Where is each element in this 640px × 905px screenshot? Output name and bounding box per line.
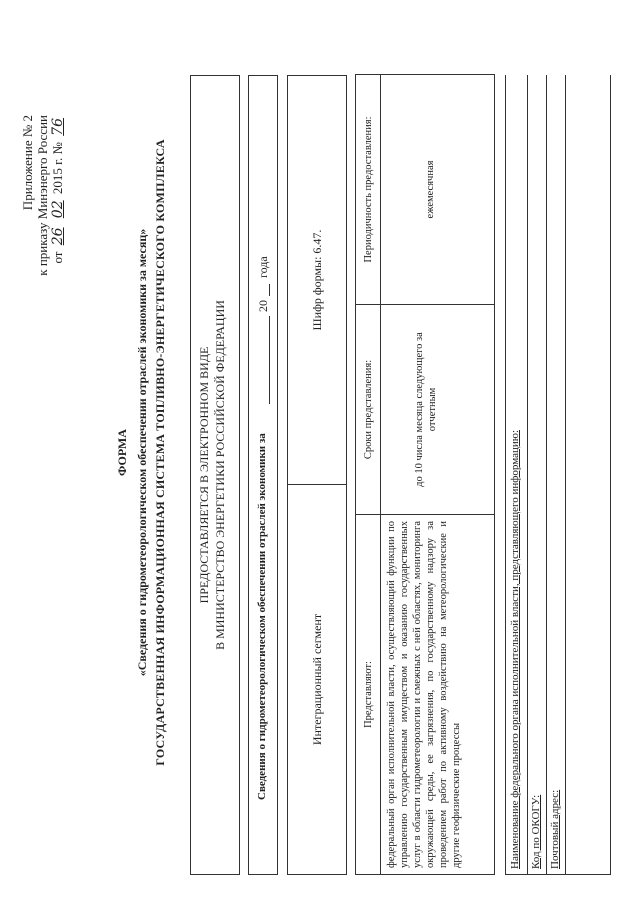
appendix-day: 26 — [50, 227, 66, 246]
appendix-from: от — [50, 251, 65, 264]
header-periodicity: Периодичность предоставления: — [356, 75, 381, 305]
year-suffix: года — [256, 256, 270, 278]
form-title: ФОРМА — [115, 429, 129, 476]
appendix-order-number: 76 — [50, 118, 66, 136]
electronic-line-1: ПРЕДОСТАВЛЯЕТСЯ В ЭЛЕКТРОННОМ ВИДЕ — [197, 346, 211, 604]
table-header-row — [356, 75, 381, 875]
bottom-divider-4 — [565, 75, 566, 875]
bottom-left-rule — [505, 874, 610, 875]
year-prefix: 20 — [256, 300, 270, 312]
header-submitters: Представляют: — [356, 515, 381, 875]
appendix-order-ref: к приказу Минэнерго России — [35, 115, 50, 276]
bottom-divider-5 — [610, 75, 611, 875]
deadline-cell: до 10 числа месяца следующего за отчетным — [381, 305, 495, 515]
header-deadline: Сроки представления: — [356, 305, 381, 515]
appendix-header — [20, 115, 66, 345]
appendix-date-line — [50, 115, 66, 345]
reporting-period-box — [248, 75, 278, 875]
bottom-divider-3 — [546, 75, 547, 875]
address-field: Почтовый адрес: — [549, 789, 561, 869]
year-blank-line — [269, 284, 270, 296]
month-blank-line — [269, 316, 270, 404]
periodicity-cell: ежемесячная — [381, 75, 495, 305]
appendix-year: 2015 г. № — [50, 142, 65, 195]
table-row — [381, 75, 495, 875]
bottom-divider-1 — [505, 75, 506, 875]
form-subtitle: «Сведения о гидрометеорологическом обеспечении отраслей экономики за месяц» — [135, 228, 149, 677]
okogu-field: Код по ОКОГУ: — [530, 794, 542, 869]
bottom-divider-2 — [527, 75, 528, 875]
electronic-submission-box — [190, 75, 240, 875]
submitters-cell: федеральный орган исполнительной власти, осуществляющий функции по управлению государственным имуществом и оказанию государственных услуг в области гидрометеорологии и смежных с ней областях, мониторинга окружающей среды, ее загрязнения, по государственному надзору за проведением работ по активному воздействию на метеорологические и другие геофизические процессы — [381, 515, 495, 875]
segment-box — [287, 75, 347, 875]
form-cipher: Шифр формы: 6.47. — [309, 229, 324, 331]
electronic-line-2: В МИНИСТЕРСТВО ЭНЕРГЕТИКИ РОССИЙСКОЙ ФЕДЕРАЦИИ — [213, 300, 227, 650]
org-name-field: Наименование федерального органа исполнительной власти, представляющего информацию: — [509, 429, 521, 869]
system-title: ГОСУДАРСТВЕННАЯ ИНФОРМАЦИОННАЯ СИСТЕМА ТОПЛИВНО-ЭНЕРГЕТИЧЕСКОГО КОМПЛЕКСА — [153, 139, 167, 766]
submission-table — [355, 74, 495, 875]
appendix-month: 02 — [50, 200, 66, 219]
reporting-period-label: Сведения о гидрометеорологическом обеспечении отраслей экономики за — [256, 433, 268, 800]
segment-name: Интеграционный сегмент — [288, 484, 346, 874]
appendix-number: Приложение № 2 — [20, 115, 35, 211]
